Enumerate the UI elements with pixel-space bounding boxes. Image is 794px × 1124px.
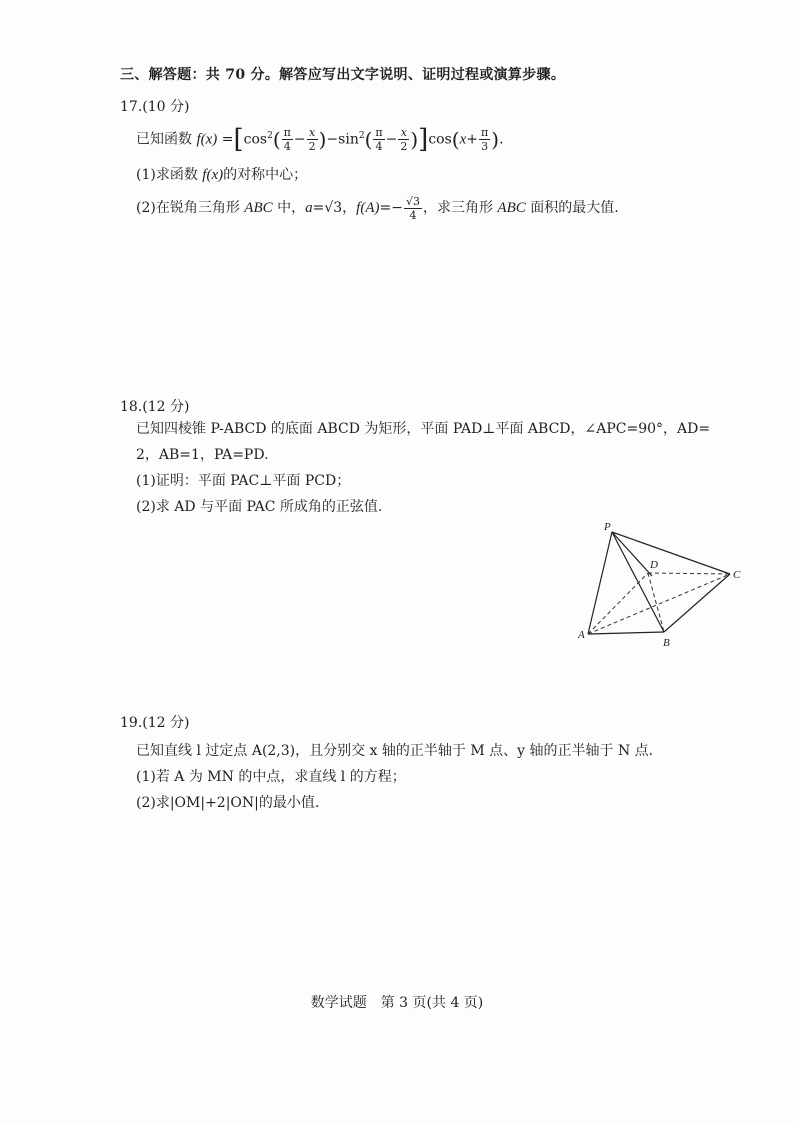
label-P: P	[604, 521, 611, 533]
edge-AB	[588, 632, 664, 634]
frac-sqrt3-4-num: √3	[405, 194, 420, 208]
edge-DC	[648, 573, 730, 574]
q17-part2-aval: =√3，	[312, 200, 357, 216]
edge-BC	[664, 574, 730, 632]
page-footer: 数学试题 第 3 页(共 4 页)	[310, 995, 484, 1011]
pyramid-figure	[570, 518, 750, 658]
q17-part2-fa: f(A)	[356, 200, 380, 216]
frac-x-2-b-den: 2	[400, 140, 408, 154]
q18-line1: 已知四棱锥 P-ABCD 的底面 ABCD 为矩形，平面 PAD⊥平面 ABCD，∠APC=90°，AD=	[136, 421, 711, 437]
frac-pi-3-den: 3	[481, 140, 489, 154]
q17-part1-prefix: (1)求函数	[136, 167, 198, 183]
q17-part1	[136, 164, 307, 184]
q17-part2-eq: =−	[379, 200, 403, 216]
q17-fx: f(x)	[196, 131, 218, 148]
q18-line2: 2，AB=1，PA=PD.	[136, 447, 269, 463]
left-bracket: [	[233, 124, 244, 155]
frac-sqrt3-4-den: 4	[409, 208, 417, 222]
q17-part1-fx: f(x)	[202, 167, 224, 183]
label-A: A	[578, 629, 585, 641]
q17-stem: 已知函数 $f(x) =[\cos^2$( $\frac{\pi}{4}$ − $\frac{x}{2}$ )$-\sin^2$( $\frac{\pi}{4}$ − $\frac{x}{2}$ )]cos(x+ $\frac{\pi}{3}$ ).	[136, 124, 504, 155]
q17-part2-abc: ABC	[244, 200, 273, 216]
q19-line1: 已知直线 l 过定点 A(2,3)，且分别交 x 轴的正半轴于 M 点、y 轴的正半轴于 N 点.	[136, 743, 654, 759]
q17-cos-square: 2	[267, 131, 273, 141]
q17-part2-a: a	[305, 200, 313, 216]
edge-PC	[612, 532, 730, 574]
right-paren: )	[318, 127, 327, 152]
q17-heading: 17.(10 分)	[120, 99, 190, 115]
section-header: 三、解答题：共 70 分。解答应写出文字说明、证明过程或演算步骤。	[120, 67, 566, 83]
q18-part2: (2)求 AD 与平面 PAC 所成角的正弦值.	[136, 499, 383, 515]
edge-AC	[588, 574, 730, 634]
q17-part2-end: 面积的最大值.	[530, 200, 619, 216]
frac-x-2-b	[398, 126, 409, 153]
edge-PB	[612, 532, 664, 632]
q18-heading: 18.(12 分)	[120, 399, 190, 415]
q17-sin2: sin	[338, 131, 359, 148]
frac-x-2-num: x	[307, 126, 318, 140]
frac-pi-3	[479, 126, 490, 153]
q17-part1-suffix: 的对称中心；	[223, 167, 308, 183]
q19-part1: (1)若 A 为 MN 的中点，求直线 l 的方程；	[136, 769, 406, 785]
q17-part2-suffix: ，求三角形	[422, 200, 493, 216]
left-paren-2: (	[364, 127, 373, 152]
left-paren-3: (	[451, 127, 460, 152]
frac-pi-4-den: 4	[283, 140, 291, 154]
frac-sqrt3-4	[404, 195, 422, 222]
frac-pi-4	[282, 126, 293, 153]
q17-part2-prefix: (2)在锐角三角形	[136, 200, 240, 216]
q18-part1: (1)证明：平面 PAC⊥平面 PCD；	[136, 473, 351, 489]
q17-part2-mid: 中，	[277, 200, 306, 216]
q17-part2-abc2: ABC	[497, 200, 526, 216]
q19-heading: 19.(12 分)	[120, 715, 190, 731]
frac-pi-4-b	[373, 126, 384, 153]
q17-eq: =	[221, 131, 234, 148]
q17-x: x	[459, 131, 467, 148]
frac-x-2-den: 2	[308, 140, 316, 154]
frac-pi-3-num: π	[481, 126, 489, 140]
right-paren-3: )	[491, 127, 500, 152]
frac-pi-4-b-num: π	[375, 126, 383, 140]
q19-part2: (2)求|OM|+2|ON|的最小值.	[136, 795, 320, 811]
q17-part2	[136, 190, 619, 226]
left-paren: (	[272, 127, 281, 152]
q17-cos2: cos	[243, 131, 268, 148]
right-bracket: ]	[418, 124, 429, 155]
frac-x-2-b-num: x	[398, 126, 409, 140]
right-paren-2: )	[410, 127, 419, 152]
q17-cosx: cos	[428, 131, 452, 148]
q17-sin-square: 2	[358, 131, 365, 141]
label-C: C	[733, 569, 741, 581]
edge-PA	[588, 532, 612, 634]
frac-x-2	[307, 126, 318, 153]
label-D: D	[650, 559, 658, 571]
frac-pi-4-b-den: 4	[375, 140, 383, 154]
q17-stem-prefix: 已知函数	[136, 131, 192, 148]
edge-AD	[588, 573, 648, 634]
frac-pi-4-num: π	[283, 126, 291, 140]
label-B: B	[663, 637, 670, 649]
